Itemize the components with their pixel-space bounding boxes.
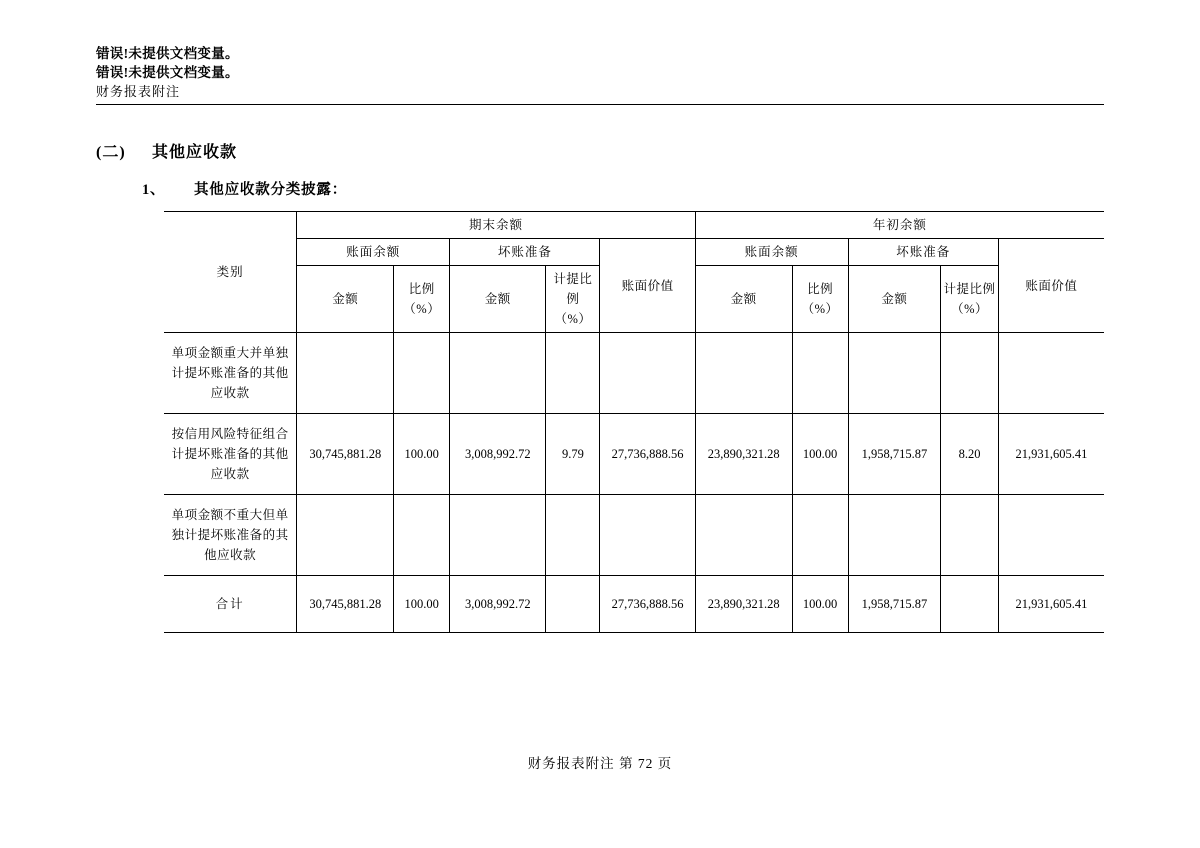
- header-line-1: 错误!未提供文档变量。: [96, 46, 239, 61]
- row-begin-amount: [695, 495, 792, 576]
- row-begin-book-value: 21,931,605.41: [998, 414, 1104, 495]
- row-begin-book-value: [998, 333, 1104, 414]
- row-end-provision-ratio: [546, 576, 600, 633]
- row-end-provision: 3,008,992.72: [450, 414, 546, 495]
- header-group-begin-balance: 年初余额: [695, 212, 1104, 239]
- table-header-row-2: [164, 239, 1104, 266]
- subsection-number: 1、: [142, 182, 166, 198]
- row-begin-provision: [848, 495, 941, 576]
- header-end-amount: 金额: [297, 266, 394, 333]
- header-begin-bad-debt: 坏账准备: [848, 239, 998, 266]
- table-total-row: [164, 576, 1104, 633]
- document-header: [96, 44, 1104, 105]
- row-end-amount: 30,745,881.28: [297, 576, 394, 633]
- row-begin-provision-ratio: 8.20: [941, 414, 999, 495]
- row-end-ratio: 100.00: [394, 576, 450, 633]
- row-end-provision-ratio: [546, 495, 600, 576]
- row-begin-book-value: [998, 495, 1104, 576]
- subsection-heading: [142, 178, 1104, 199]
- row-end-book-value: 27,736,888.56: [600, 414, 695, 495]
- header-begin-book-balance: 账面余额: [695, 239, 848, 266]
- row-end-amount: [297, 495, 394, 576]
- row-end-amount: 30,745,881.28: [297, 414, 394, 495]
- row-begin-ratio: [792, 333, 848, 414]
- subsection-title: 其他应收款分类披露：: [194, 182, 347, 198]
- row-begin-provision-ratio: [941, 333, 999, 414]
- row-begin-amount: 23,890,321.28: [695, 414, 792, 495]
- row-end-book-value: [600, 495, 695, 576]
- section-heading: [96, 139, 1104, 162]
- table-header-row-1: [164, 212, 1104, 239]
- row-end-ratio: 100.00: [394, 414, 450, 495]
- row-category: 按信用风险特征组合计提坏账准备的其他应收款: [164, 414, 297, 495]
- section-title: 其他应收款: [152, 144, 238, 161]
- row-category: 单项金额重大并单独计提坏账准备的其他应收款: [164, 333, 297, 414]
- row-end-provision-ratio: [546, 333, 600, 414]
- row-end-provision-ratio: 9.79: [546, 414, 600, 495]
- row-end-book-value: 27,736,888.56: [600, 576, 695, 633]
- page-content: [96, 44, 1104, 633]
- section-marker: (二): [96, 144, 126, 161]
- row-begin-provision-ratio: [941, 495, 999, 576]
- row-end-ratio: [394, 333, 450, 414]
- row-begin-provision: 1,958,715.87: [848, 414, 941, 495]
- row-end-provision: 3,008,992.72: [450, 576, 546, 633]
- header-end-bad-debt: 坏账准备: [450, 239, 600, 266]
- header-group-end-balance: 期末余额: [297, 212, 695, 239]
- other-receivables-table-wrap: [164, 211, 1104, 633]
- other-receivables-table: [164, 211, 1104, 633]
- header-category: 类别: [164, 212, 297, 333]
- row-end-book-value: [600, 333, 695, 414]
- row-end-ratio: [394, 495, 450, 576]
- row-begin-amount: 23,890,321.28: [695, 576, 792, 633]
- header-rule: [96, 104, 1104, 105]
- page-footer: [0, 752, 1200, 772]
- header-begin-provision-amount: 金额: [848, 266, 941, 333]
- header-end-provision-amount: 金额: [450, 266, 546, 333]
- row-begin-book-value: 21,931,605.41: [998, 576, 1104, 633]
- header-end-provision-ratio: 计提比例 （%）: [546, 266, 600, 333]
- header-begin-book-value: 账面价值: [998, 239, 1104, 333]
- row-category: 合计: [164, 576, 297, 633]
- table-row: [164, 414, 1104, 495]
- header-end-book-balance: 账面余额: [297, 239, 450, 266]
- row-begin-ratio: [792, 495, 848, 576]
- header-begin-ratio: 比例 （%）: [792, 266, 848, 333]
- header-line-3: 财务报表附注: [96, 84, 181, 99]
- table-row: [164, 333, 1104, 414]
- row-begin-amount: [695, 333, 792, 414]
- footer-label: 财务报表附注: [527, 756, 615, 771]
- header-begin-amount: 金额: [695, 266, 792, 333]
- header-line-2: 错误!未提供文档变量。: [96, 65, 239, 80]
- row-category: 单项金额不重大但单独计提坏账准备的其他应收款: [164, 495, 297, 576]
- row-begin-provision: 1,958,715.87: [848, 576, 941, 633]
- row-end-provision: [450, 495, 546, 576]
- row-begin-provision: [848, 333, 941, 414]
- header-end-book-value: 账面价值: [600, 239, 695, 333]
- header-begin-provision-ratio: 计提比例（%）: [941, 266, 999, 333]
- header-end-ratio: 比例 （%）: [394, 266, 450, 333]
- row-begin-ratio: 100.00: [792, 414, 848, 495]
- table-row: [164, 495, 1104, 576]
- row-begin-ratio: 100.00: [792, 576, 848, 633]
- row-end-amount: [297, 333, 394, 414]
- row-end-provision: [450, 333, 546, 414]
- row-begin-provision-ratio: [941, 576, 999, 633]
- footer-page-number: 第 72 页: [619, 756, 673, 771]
